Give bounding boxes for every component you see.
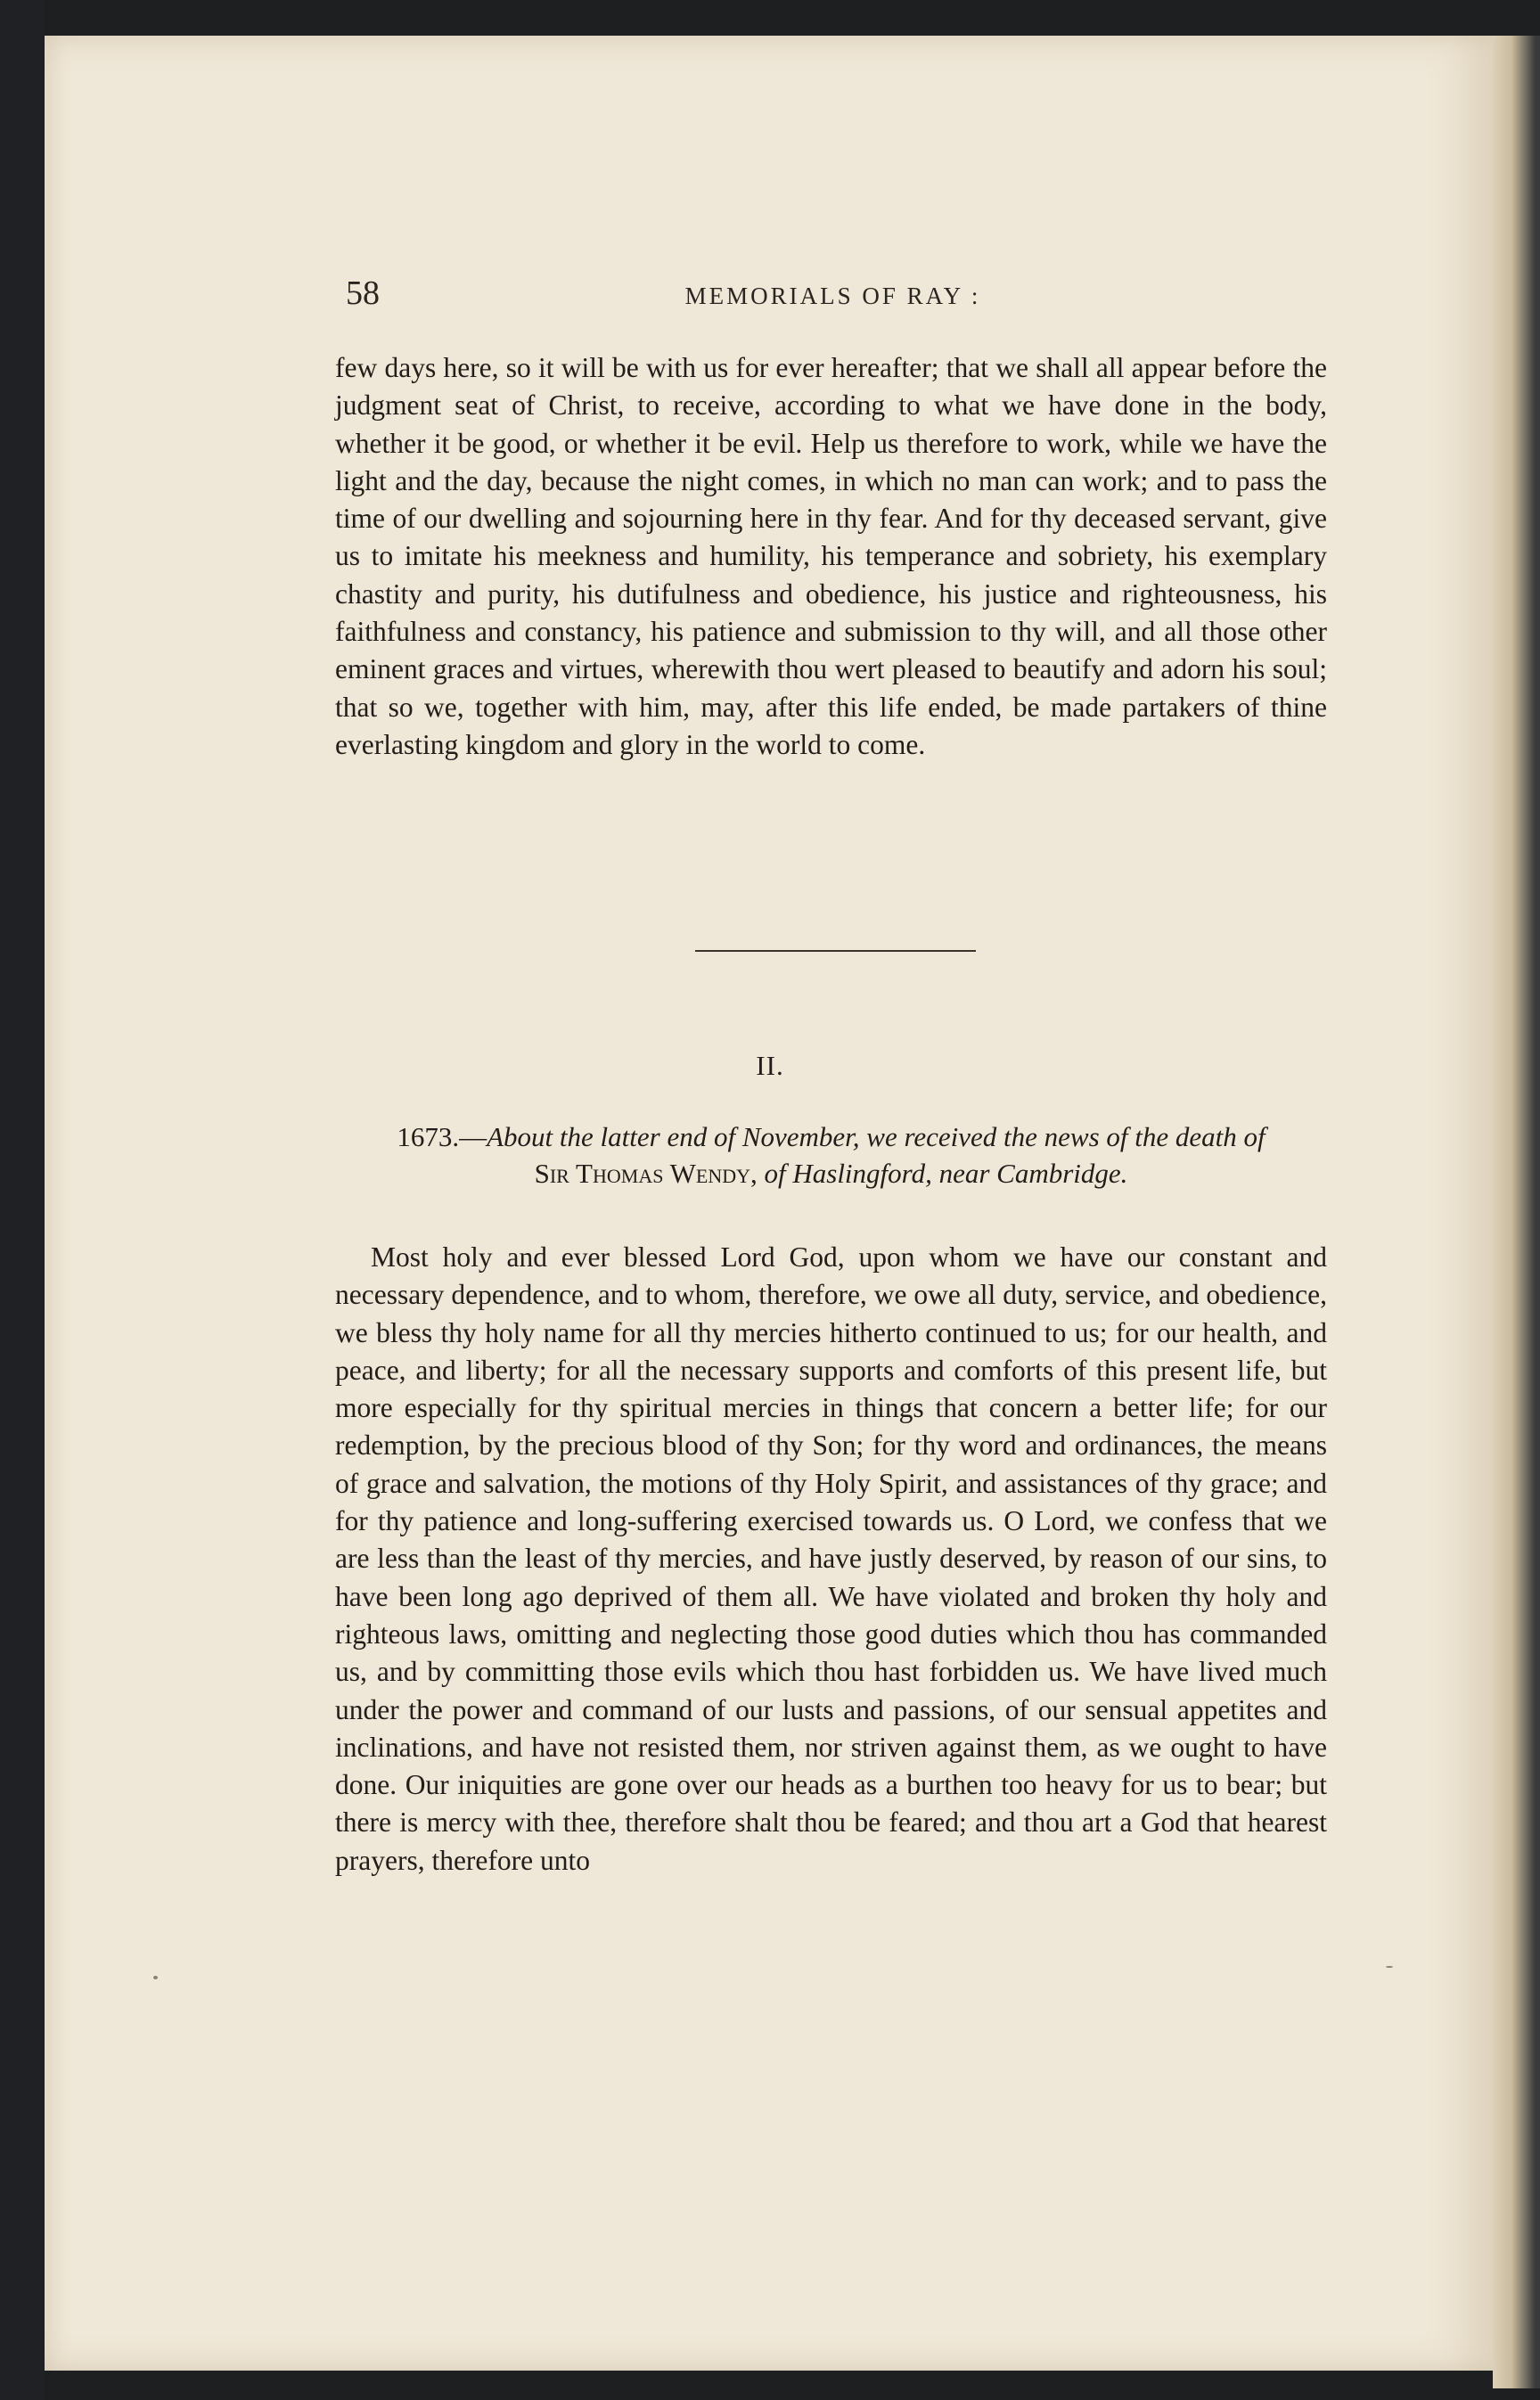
book-binding <box>0 0 45 2400</box>
page-edge <box>1493 36 1540 2388</box>
paper-speck <box>1386 1966 1393 1968</box>
running-head: MEMORIALS OF RAY : <box>684 283 981 309</box>
date-heading-text-1: About the latter end of November, we received the news of the death of <box>487 1121 1266 1152</box>
date-heading <box>335 1118 1327 1192</box>
date-heading-year: 1673.— <box>397 1121 487 1152</box>
page-number: 58 <box>346 274 380 312</box>
date-heading-text-2: of Haslingford, near Cambridge. <box>764 1158 1128 1189</box>
section-number: II. <box>756 1050 784 1081</box>
paragraph-2: Most holy and ever blessed Lord God, upon whom we have our constant and necessary dependence, and to whom, therefore, we owe all duty, service, and obedience, we bless thy holy name for all thy mercies hitherto continued to us; for our health, and peace, and liberty; for all the necessary supports and comforts of this present life, but more especially for thy spiritual mercies in things that concern a better life; for our redemption, by the precious blood of thy Son; for thy word and ordinances, the means of grace and salvation, the motions of thy Holy Spirit, and assistances of thy grace; and for thy patience and long-suffering exercised towards us. O Lord, we confess that we are less than the least of thy mercies, and have justly deserved, by reason of our sins, to have been long ago deprived of them all. We have violated and broken thy holy and righteous laws, omitting and neglecting those good duties which thou has commanded us, and by committing those evils which thou hast forbidden us. We have lived much under the power and command of our lusts and passions, of our sensual appetites and inclinations, and have not resisted them, nor striven against them, as we ought to have done. Our iniquities are gone over our heads as a burthen too heavy for us to bear; but there is mercy with thee, therefore shalt thou be feared; and thou art a God that hearest prayers, therefore unto <box>335 1241 1327 1876</box>
date-heading-name: Sir Thomas Wendy, <box>534 1158 758 1189</box>
section-divider <box>695 950 976 952</box>
paper-speck <box>153 1976 158 1979</box>
page-header <box>332 272 1334 325</box>
paragraph-1: few days here, so it will be with us for ever hereafter; that we shall all appear before the judgment seat of Christ, to receive, according to what we have done in the body, whether it be good, or whether it be evil. Help us therefore to work, while we have the light and the day, because the night comes, in which no man can work; and to pass the time of our dwelling and sojourning here in thy fear. And for thy deceased servant, give us to imitate his meekness and humility, his temperance and sobriety, his exemplary chastity and purity, his dutifulness and obedience, his justice and righteousness, his faithfulness and constancy, his patience and submission to thy will, and all those other eminent graces and virtues, wherewith thou wert pleased to beautify and adorn his soul; that so we, together with him, may, after this life ended, be made partakers of thine everlasting kingdom and glory in the world to come. <box>335 352 1327 760</box>
